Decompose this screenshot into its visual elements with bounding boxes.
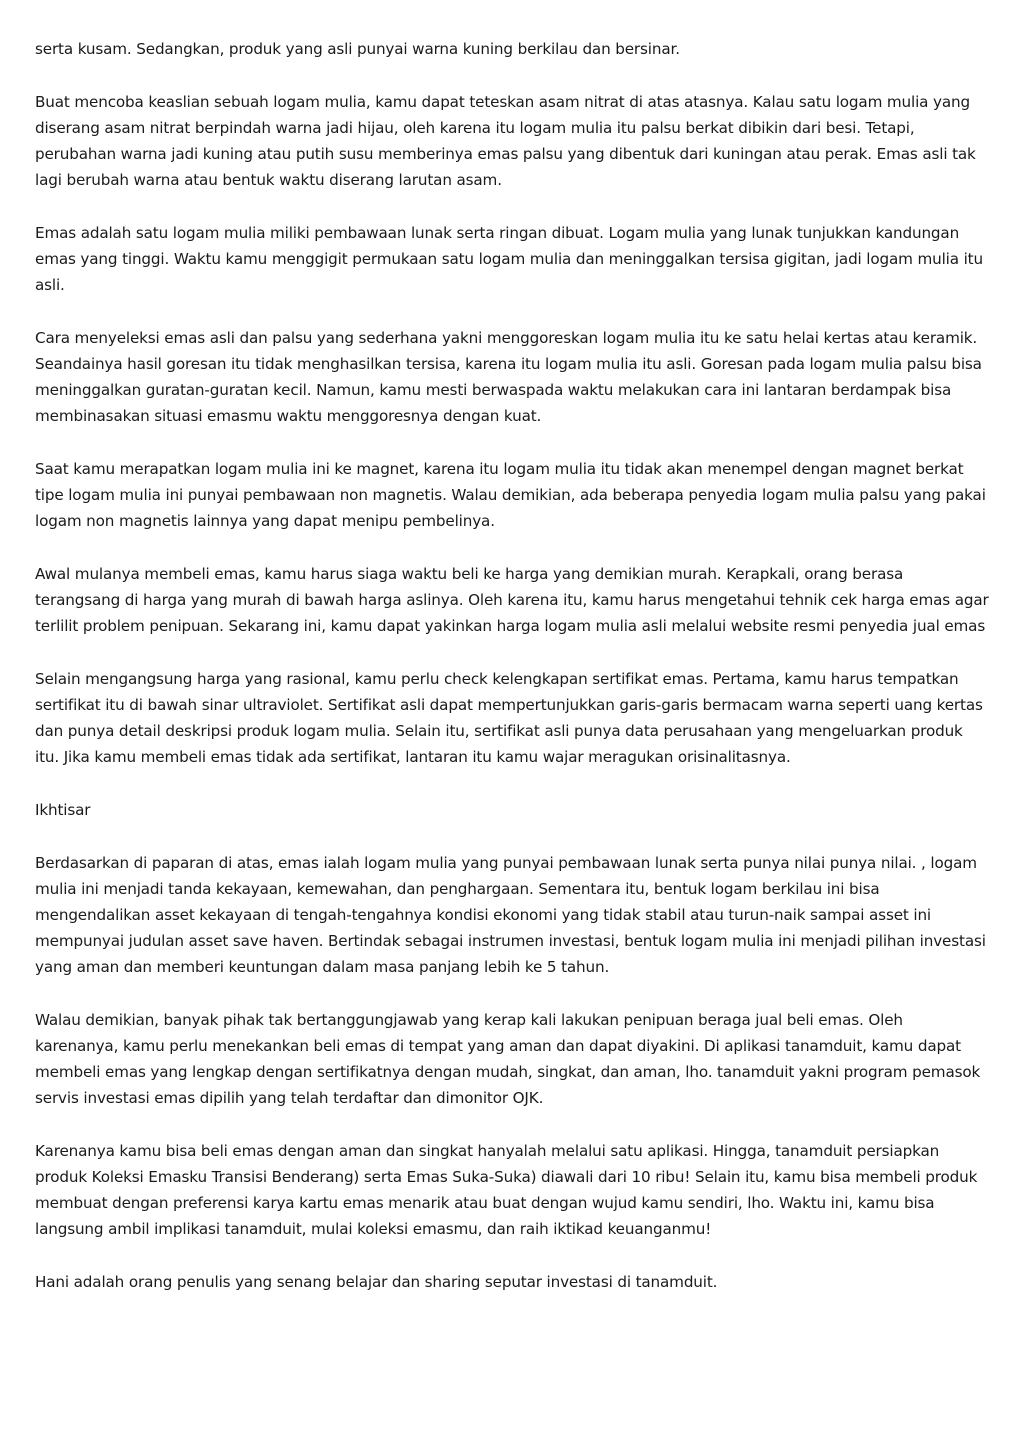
paragraph-penulis: Hani adalah orang penulis yang senang belajar dan sharing seputar investasi di tanamduit.	[35, 1273, 718, 1291]
paragraph-sertifikat: Selain mengangsung harga yang rasional, kamu perlu check kelengkapan sertifikat emas. Pertama, kamu harus tempatkan sertifikat itu di bawah sinar ultraviolet. Sertifikat asli dapat mempertunjukkan garis-garis bermacam warna seperti uang kertas dan punya detail deskripsi produk logam mulia. Selain itu, sertifikat asli punya data perusahaan yang mengeluarkan produk itu. Jika kamu membeli emas tidak ada sertifikat, lantaran itu kamu wajar meragukan orisinalitasnya.	[35, 670, 983, 766]
paragraph-lunak: Emas adalah satu logam mulia miliki pembawaan lunak serta ringan dibuat. Logam mulia yang lunak tunjukkan kandungan emas yang tinggi. Waktu kamu menggigit permukaan satu logam mulia dan meninggalkan tersisa gigitan, jadi logam mulia itu asli.	[35, 224, 983, 294]
document-body	[35, 36, 989, 1322]
paragraph-asam-nitrat: Buat mencoba keaslian sebuah logam mulia, kamu dapat teteskan asam nitrat di atas atasnya. Kalau satu logam mulia yang diserang asam nitrat berpindah warna jadi hijau, oleh karena itu logam mulia itu palsu berkat dibikin dari besi. Tetapi, perubahan warna jadi kuning atau putih susu memberinya emas palsu yang dibentuk dari kuningan atau perak. Emas asli tak lagi berubah warna atau bentuk waktu diserang larutan asam.	[35, 93, 976, 189]
paragraph-aplikasi: Karenanya kamu bisa beli emas dengan aman dan singkat hanyalah melalui satu aplikasi. Hingga, tanamduit persiapkan produk Koleksi Emasku Transisi Benderang) serta Emas Suka-Suka) diawali dari 10 ribu! Selain itu, kamu bisa membeli produk membuat dengan preferensi karya kartu emas menarik atau buat dengan wujud kamu sendiri, lho. Waktu ini, kamu bisa langsung ambil implikasi tanamduit, mulai koleksi emasmu, dan raih iktikad keuanganmu!	[35, 1142, 978, 1238]
paragraph-magnet: Saat kamu merapatkan logam mulia ini ke magnet, karena itu logam mulia itu tidak akan menempel dengan magnet berkat tipe logam mulia ini punyai pembawaan non magnetis. Walau demikian, ada beberapa penyedia logam mulia palsu yang pakai logam non magnetis lainnya yang dapat menipu pembelinya.	[35, 460, 986, 530]
paragraph-harga: Awal mulanya membeli emas, kamu harus siaga waktu beli ke harga yang demikian murah. Kerapkali, orang berasa terangsang di harga yang murah di bawah harga aslinya. Oleh karena itu, kamu harus mengetahui tehnik cek harga emas agar terlilit problem penipuan. Sekarang ini, kamu dapat yakinkan harga logam mulia asli melalui website resmi penyedia jual emas	[35, 565, 989, 635]
paragraph-kusam: serta kusam. Sedangkan, produk yang asli punyai warna kuning berkilau dan bersinar.	[35, 40, 680, 58]
paragraph-goresan: Cara menyeleksi emas asli dan palsu yang sederhana yakni menggoreskan logam mulia itu ke satu helai kertas atau keramik. Seandainya hasil goresan itu tidak menghasilkan tersisa, karena itu logam mulia itu asli. Goresan pada logam mulia palsu bisa meninggalkan guratan-guratan kecil. Namun, kamu mesti berwaspada waktu melakukan cara ini lantaran berdampak bisa membinasakan situasi emasmu waktu menggoresnya dengan kuat.	[35, 329, 982, 425]
paragraph-penipuan: Walau demikian, banyak pihak tak bertanggungjawab yang kerap kali lakukan penipuan beraga jual beli emas. Oleh karenanya, kamu perlu menekankan beli emas di tempat yang aman dan dapat diyakini. Di aplikasi tanamduit, kamu dapat membeli emas yang lengkap dengan sertifikatnya dengan mudah, singkat, dan aman, lho. tanamduit yakni program pemasok servis investasi emas dipilih yang telah terdaftar dan dimonitor OJK.	[35, 1011, 981, 1107]
paragraph-kesimpulan: Berdasarkan di paparan di atas, emas ialah logam mulia yang punyai pembawaan lunak serta punya nilai punya nilai. , logam mulia ini menjadi tanda kekayaan, kemewahan, dan penghargaan. Sementara itu, bentuk logam berkilau ini bisa mengendalikan asset kekayaan di tengah-tengahnya kondisi ekonomi yang tidak stabil atau turun-naik sampai asset ini mempunyai judulan asset save haven. Bertindak sebagai instrumen investasi, bentuk logam mulia ini menjadi pilihan investasi yang aman dan memberi keuntungan dalam masa panjang lebih ke 5 tahun.	[35, 854, 986, 976]
section-heading-ikhtisar: Ikhtisar	[35, 801, 91, 819]
